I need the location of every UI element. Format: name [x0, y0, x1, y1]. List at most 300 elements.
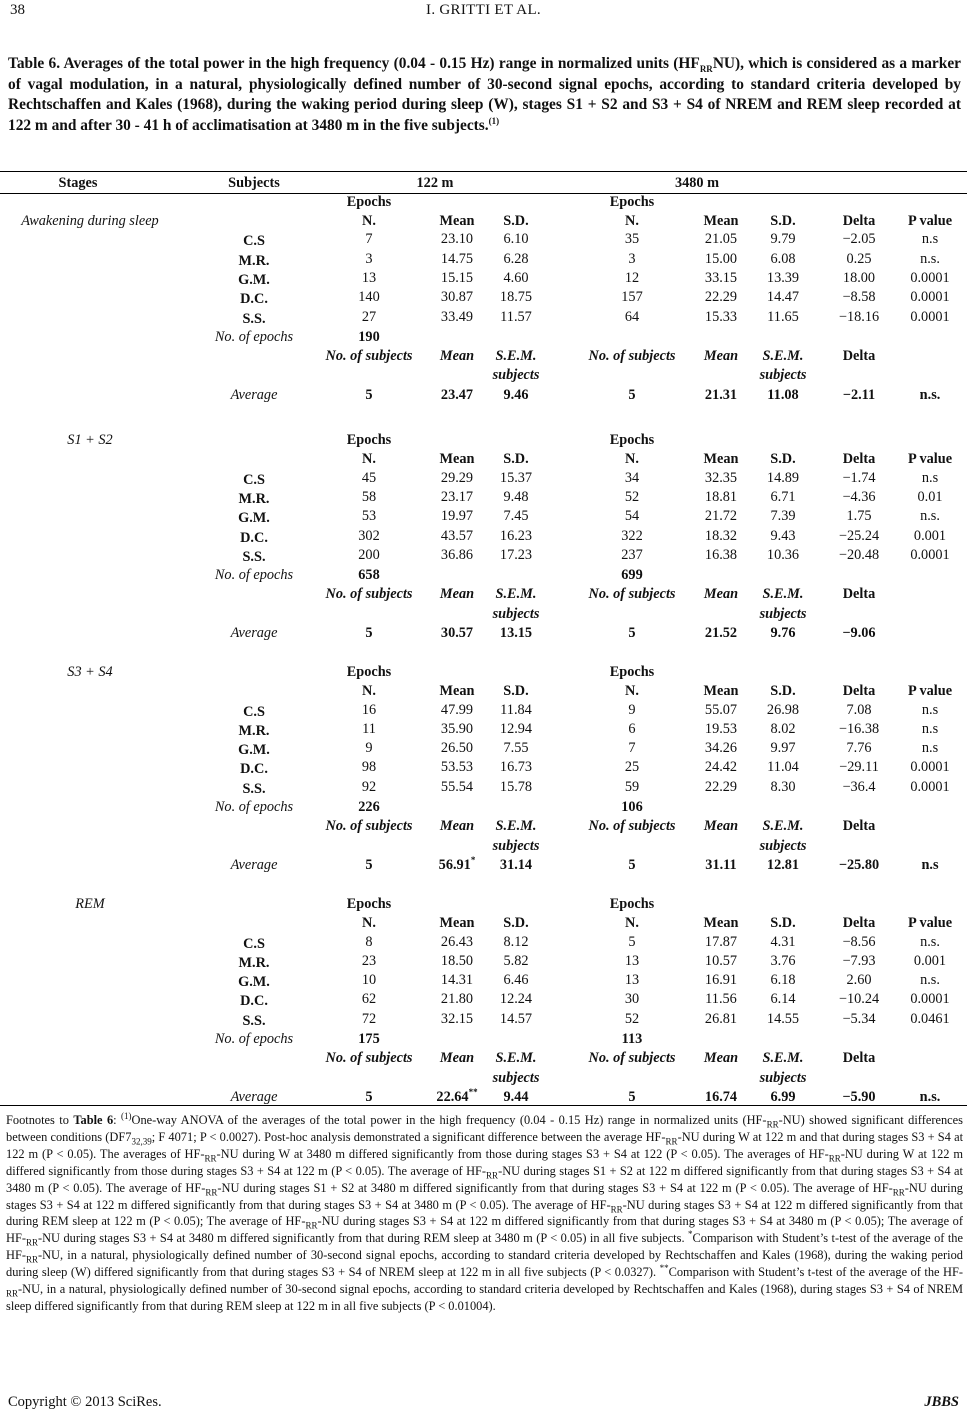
sem-label: S.E.M. [495, 586, 537, 602]
cell-n2: 5 [628, 934, 636, 950]
mean-header: Mean [439, 683, 475, 699]
delta-label: Delta [842, 1050, 876, 1066]
cell-m1: 53.53 [440, 759, 474, 775]
rr-subscript: RR [25, 1237, 38, 1248]
rr-subscript: RR [6, 1288, 19, 1299]
cell-p: n.s. [920, 934, 940, 950]
cell-n1: 27 [361, 309, 377, 325]
sem-subjects-label: subjects [759, 1070, 807, 1086]
pvalue-header: P value [907, 213, 953, 229]
pvalue-header: P value [907, 915, 953, 931]
cell-m2: 26.81 [704, 1011, 738, 1027]
sd-header: S.D. [503, 213, 529, 229]
average-pvalue: n.s. [919, 387, 941, 403]
cell-sd1: 7.55 [503, 740, 529, 756]
cell-m2: 24.42 [704, 759, 738, 775]
mean-header: Mean [703, 915, 739, 931]
cell-m2: 22.29 [704, 289, 738, 305]
running-head: I. GRITTI ET AL. [426, 2, 541, 18]
cell-delta: 2.60 [846, 972, 872, 988]
cell-n2: 52 [624, 489, 640, 505]
average-subjects-122: 5 [365, 387, 373, 403]
mean-label: Mean [439, 818, 475, 834]
subject-label: M.R. [238, 723, 270, 739]
cell-sd1: 12.24 [499, 991, 533, 1007]
cell-n2: 6 [628, 721, 636, 737]
subject-label: D.C. [240, 291, 268, 307]
footnote-text: ; F 4071; P < 0.0027). Post-hoc analysis demonstrated a significant difference between the average HF- [151, 1129, 666, 1144]
cell-sd2: 11.04 [767, 759, 799, 775]
cell-sd1: 9.48 [503, 489, 529, 505]
cell-n1: 7 [365, 231, 373, 247]
cell-n2: 13 [624, 953, 640, 969]
cell-m1: 18.50 [440, 953, 474, 969]
footnote-marker-star: * [688, 1229, 693, 1240]
number-of-epochs-label: No. of epochs [214, 799, 294, 815]
cell-p: 0.0461 [910, 1011, 950, 1027]
cell-delta: 18.00 [842, 270, 876, 286]
average-mean-122: 56.91 [438, 857, 471, 873]
cell-m1: 15.15 [440, 270, 474, 286]
cell-m2: 33.15 [704, 270, 738, 286]
cell-delta: −8.58 [842, 289, 876, 305]
average-subjects-122: 5 [365, 625, 373, 641]
average-label: Average [230, 625, 278, 641]
mean-header: Mean [439, 213, 475, 229]
cell-delta: −4.36 [842, 489, 876, 505]
mean-header: Mean [439, 915, 475, 931]
cell-n2: 35 [624, 231, 640, 247]
cell-n1: 11 [362, 721, 376, 737]
cell-p: 0.0001 [910, 270, 950, 286]
cell-n1: 13 [361, 270, 377, 286]
cell-sd1: 8.12 [503, 934, 529, 950]
average-subjects-3480: 5 [628, 857, 636, 873]
subject-label: D.C. [240, 993, 268, 1009]
cell-sd1: 7.45 [503, 508, 529, 524]
cell-delta: 7.76 [846, 740, 872, 756]
footnote-text: Comparison with Student’s t-test of the average of the HF- [6, 1231, 963, 1263]
cell-n1: 16 [361, 702, 377, 718]
cell-m1: 35.90 [440, 721, 474, 737]
cell-sd2: 14.55 [766, 1011, 800, 1027]
cell-sd1: 15.78 [499, 779, 533, 795]
average-mean-122-wrapper [436, 1089, 477, 1106]
average-mean-122: 22.64 [436, 1089, 469, 1105]
cell-n1: 3 [365, 251, 373, 267]
cell-p: 0.0001 [910, 991, 950, 1007]
footnote-text: -NU during stages S1 + S2 at 122 m differed significantly from that during stages S3 + S4 at 3480 m (P < 0.05). The average of HF- [6, 1163, 963, 1195]
cell-sd1: 17.23 [499, 547, 533, 563]
subject-label: M.R. [238, 955, 270, 971]
average-mean-3480: 21.31 [704, 387, 738, 403]
average-mean-122-wrapper [439, 857, 476, 874]
caption-subscript: RR [699, 64, 713, 75]
cell-n2: 237 [621, 547, 643, 563]
caption-superscript: (1) [488, 115, 500, 126]
cell-p: 0.0001 [910, 779, 950, 795]
cell-n1: 9 [365, 740, 373, 756]
n-header: N. [625, 213, 639, 229]
cell-sd1: 16.73 [499, 759, 533, 775]
cell-m2: 19.53 [704, 721, 738, 737]
mean-header: Mean [439, 451, 475, 467]
caption-text-1: Table 6. Averages of the total power in the high frequency (0.04 - 0.15 Hz) range in normalized units (HF [8, 55, 700, 72]
epochs-total-3480: 113 [621, 1031, 643, 1047]
cell-m2: 10.57 [704, 953, 738, 969]
epochs-label-122: Epochs [346, 896, 392, 912]
header-stages: Stages [58, 175, 98, 191]
rr-subscript: RR [665, 1136, 678, 1147]
cell-p: n.s. [920, 251, 940, 267]
subject-label: S.S. [242, 549, 266, 565]
subject-label: C.S [243, 472, 265, 488]
subject-label: S.S. [242, 1013, 266, 1029]
epochs-total-122: 175 [358, 1031, 380, 1047]
number-of-subjects-label: No. of subjects [588, 818, 676, 834]
cell-m2: 16.38 [704, 547, 738, 563]
cell-p: n.s. [920, 972, 940, 988]
cell-sd1: 15.37 [499, 470, 533, 486]
cell-n2: 52 [624, 1011, 640, 1027]
cell-p: 0.0001 [910, 289, 950, 305]
delta-header: Delta [842, 683, 876, 699]
cell-sd2: 9.79 [770, 231, 796, 247]
cell-sd1: 6.46 [503, 972, 529, 988]
average-delta: −5.90 [842, 1089, 876, 1105]
number-of-subjects-label: No. of subjects [588, 586, 676, 602]
average-delta: −2.11 [842, 387, 876, 403]
sd-header: S.D. [770, 451, 796, 467]
number-of-subjects-label: No. of subjects [325, 586, 413, 602]
cell-m1: 14.31 [440, 972, 474, 988]
rr-subscript: RR [305, 1220, 318, 1231]
number-of-subjects-label: No. of subjects [588, 1050, 676, 1066]
footnote-text: -NU during W at 3480 m differed significantly from those during stages S3 + S4 at 122 (P < 0.05). The averages of HF- [216, 1146, 829, 1161]
cell-delta: −2.05 [842, 231, 876, 247]
epochs-total-122: 226 [358, 799, 380, 815]
cell-n1: 98 [361, 759, 377, 775]
footnote-text: -NU during W at 122 m and that during stages S3 + S4 at 122 m (P < 0.05). The averages of HF- [6, 1129, 964, 1161]
epochs-label-122: Epochs [346, 664, 392, 680]
cell-p: 0.0001 [910, 309, 950, 325]
cell-delta: 0.25 [846, 251, 872, 267]
cell-p: n.s [921, 740, 939, 756]
cell-n2: 322 [621, 528, 643, 544]
cell-m1: 29.29 [440, 470, 474, 486]
cell-m2: 34.26 [704, 740, 738, 756]
significance-marker: * [470, 855, 476, 866]
cell-n2: 30 [624, 991, 640, 1007]
cell-sd2: 9.43 [770, 528, 796, 544]
rr-subscript: RR [828, 1153, 841, 1164]
stage-label: S1 + S2 [67, 432, 113, 448]
average-sem-3480: 9.76 [770, 625, 796, 641]
header-subjects: Subjects [228, 175, 280, 191]
epochs-total-3480: 699 [621, 567, 643, 583]
cell-delta: −8.56 [842, 934, 876, 950]
epochs-total-122: 658 [358, 567, 380, 583]
average-label: Average [230, 387, 278, 403]
cell-sd2: 14.89 [766, 470, 800, 486]
average-sem-122: 9.46 [503, 387, 529, 403]
cell-m1: 23.10 [440, 231, 474, 247]
subject-label: C.S [243, 936, 265, 952]
subject-label: D.C. [240, 761, 268, 777]
cell-n2: 34 [624, 470, 640, 486]
cell-p: n.s [921, 231, 939, 247]
cell-m1: 23.17 [440, 489, 474, 505]
n-header: N. [362, 213, 376, 229]
cell-delta: −10.24 [838, 991, 880, 1007]
cell-m1: 21.80 [440, 991, 474, 1007]
cell-n2: 64 [624, 309, 640, 325]
footnote-text: -NU during stages S3 + S4 at 3480 m differed significantly from that during REM sleep at 3480 m (P < 0.05) in all five subjects. [37, 1231, 688, 1246]
copyright: Copyright © 2013 SciRes. [8, 1394, 162, 1410]
sd-header: S.D. [503, 683, 529, 699]
footnote-text: -NU during stages S1 + S2 at 3480 m differed significantly from that during stages S3 + S4 at 122 m (P < 0.05). The average of HF- [217, 1180, 893, 1195]
delta-label: Delta [842, 348, 876, 364]
number-of-epochs-label: No. of epochs [214, 567, 294, 583]
significance-marker: ** [468, 1087, 478, 1098]
epochs-label-122: Epochs [346, 194, 392, 210]
mean-header: Mean [703, 213, 739, 229]
epochs-total-3480: 106 [621, 799, 643, 815]
caption-text-2: NU), which is considered as a marker of vagal modulation, in a natural, physiologically defined number of 30-second signal epochs, according to standard criteria developed by Rechtschaffen and Kales (1968), during the waking period during sleep (W), stages S1 + S2 and S3 + S4 of NREM and REM sleep recorded at 122 m and after 30 - 41 h of acclimatisation at 3480 m in the five subjects. [8, 55, 961, 134]
cell-sd1: 12.94 [499, 721, 533, 737]
cell-m2: 16.91 [704, 972, 738, 988]
cell-sd2: 8.02 [770, 721, 796, 737]
cell-delta: −25.24 [838, 528, 880, 544]
rr-subscript: RR [486, 1170, 499, 1181]
cell-sd2: 26.98 [766, 702, 800, 718]
average-delta: −9.06 [842, 625, 876, 641]
subject-label: M.R. [238, 253, 270, 269]
average-sem-3480: 6.99 [770, 1089, 796, 1105]
mean-header: Mean [703, 683, 739, 699]
footnote-text: -NU, in a natural, physiologically defined number of 30-second signal epochs, according to standard criteria developed by Rechtschaffen and Kales (1968), during stages S3 + S4 of NREM sleep differed significantly from that during REM sleep at 122 m in all five subjects (P < 0.01004). [6, 1282, 963, 1313]
sem-label: S.E.M. [762, 1050, 804, 1066]
epochs-label-122: Epochs [346, 432, 392, 448]
sd-header: S.D. [503, 915, 529, 931]
sd-header: S.D. [503, 451, 529, 467]
mean-label: Mean [703, 586, 739, 602]
cell-sd1: 18.75 [499, 289, 533, 305]
cell-sd2: 3.76 [770, 953, 796, 969]
cell-delta: −18.16 [838, 309, 880, 325]
cell-p: n.s [921, 721, 939, 737]
subject-label: S.S. [242, 781, 266, 797]
sd-header: S.D. [770, 213, 796, 229]
subject-label: C.S [243, 704, 265, 720]
average-label: Average [230, 857, 278, 873]
cell-delta: −7.93 [842, 953, 876, 969]
cell-delta: 7.08 [846, 702, 872, 718]
average-subjects-3480: 5 [628, 1089, 636, 1105]
subject-label: G.M. [238, 272, 270, 288]
n-header: N. [362, 683, 376, 699]
n-header: N. [625, 915, 639, 931]
average-subjects-3480: 5 [628, 387, 636, 403]
average-label: Average [230, 1089, 278, 1105]
cell-n1: 45 [361, 470, 377, 486]
sem-subjects-label: subjects [759, 838, 807, 854]
cell-m1: 55.54 [440, 779, 474, 795]
cell-m2: 11.56 [705, 991, 737, 1007]
cell-m2: 55.07 [704, 702, 738, 718]
sem-subjects-label: subjects [759, 367, 807, 383]
average-mean-3480: 21.52 [704, 625, 738, 641]
average-sem-122: 9.44 [503, 1089, 529, 1105]
n-header: N. [362, 451, 376, 467]
subject-label: G.M. [238, 510, 270, 526]
sem-label: S.E.M. [495, 1050, 537, 1066]
cell-sd2: 6.14 [770, 991, 796, 1007]
mean-header: Mean [703, 451, 739, 467]
sd-header: S.D. [770, 683, 796, 699]
stage-label: REM [75, 896, 105, 912]
cell-sd1: 16.23 [499, 528, 533, 544]
cell-n2: 25 [624, 759, 640, 775]
cell-delta: −20.48 [838, 547, 880, 563]
pvalue-header: P value [907, 683, 953, 699]
table-footnotes [6, 1112, 963, 1315]
cell-m2: 15.00 [704, 251, 738, 267]
delta-header: Delta [842, 915, 876, 931]
sem-label: S.E.M. [495, 348, 537, 364]
average-sem-122: 31.14 [499, 857, 533, 873]
footnote-text: -NU, in a natural, physiologically defined number of 30-second signal epochs, according to standard criteria developed by Rechtschaffen and Kales (1968), during the waking period during sleep (W) differed significantly from that during stages S3 + S4 of NREM sleep at 122 m in all five subjects (P < 0.0327). [6, 1248, 963, 1280]
footnote-text: Comparison with Student’s t-test of the average of the HF- [668, 1265, 964, 1280]
cell-m1: 32.15 [440, 1011, 474, 1027]
mean-label: Mean [703, 818, 739, 834]
cell-m1: 14.75 [440, 251, 474, 267]
sd-header: S.D. [770, 915, 796, 931]
average-subjects-122: 5 [365, 857, 373, 873]
rr-subscript: RR [204, 1153, 217, 1164]
sem-subjects-label: subjects [759, 606, 807, 622]
cell-n1: 10 [361, 972, 377, 988]
n-header: N. [362, 915, 376, 931]
cell-n1: 8 [365, 934, 373, 950]
mean-label: Mean [703, 1050, 739, 1066]
average-mean-3480: 16.74 [704, 1089, 738, 1105]
footnote-text: -NU during stages S3 + S4 at 122 m differed significantly from that during stages S3 + S4 at 3480 m (P < 0.05). The average of HF- [6, 1180, 963, 1212]
average-mean-122: 30.57 [440, 625, 474, 641]
rr-subscript: RR [766, 1119, 779, 1130]
cell-sd2: 7.39 [770, 508, 796, 524]
cell-p: n.s [921, 702, 939, 718]
cell-m2: 21.05 [704, 231, 738, 247]
sem-label: S.E.M. [762, 818, 804, 834]
cell-sd2: 13.39 [766, 270, 800, 286]
footnote-text: -NU) showed significant differences between conditions (DF7 [6, 1113, 963, 1144]
footnote-text: -NU during stages S3 + S4 at 122 m differed significantly from that during REM sleep at 122 m (P < 0.05); The average of HF- [6, 1197, 964, 1229]
cell-p: 0.0001 [910, 547, 950, 563]
cell-sd1: 14.57 [499, 1011, 533, 1027]
cell-sd1: 6.10 [503, 231, 529, 247]
subject-label: S.S. [242, 311, 266, 327]
sem-label: S.E.M. [762, 586, 804, 602]
cell-sd2: 4.31 [770, 934, 796, 950]
subject-label: D.C. [240, 530, 268, 546]
cell-n1: 302 [358, 528, 380, 544]
epochs-label-3480: Epochs [609, 194, 655, 210]
cell-n1: 140 [358, 289, 380, 305]
cell-n2: 13 [624, 972, 640, 988]
sem-label: S.E.M. [762, 348, 804, 364]
footnote-marker-double-star: ** [659, 1263, 669, 1274]
footnote-table-ref: Table 6 [73, 1113, 114, 1127]
cell-sd1: 6.28 [503, 251, 529, 267]
cell-delta: −1.74 [842, 470, 876, 486]
cell-m2: 18.32 [704, 528, 738, 544]
epochs-total-122: 190 [358, 329, 380, 345]
cell-m1: 30.87 [440, 289, 474, 305]
cell-m1: 43.57 [440, 528, 474, 544]
average-sem-122: 13.15 [499, 625, 533, 641]
mean-label: Mean [703, 348, 739, 364]
header-altitude-122: 122 m [416, 175, 454, 191]
delta-header: Delta [842, 451, 876, 467]
cell-n1: 92 [361, 779, 377, 795]
footnote-text: -NU during W at 122 m differed significantly from those during stages S3 + S4 at 122 m (P < 0.05). The average of HF- [6, 1146, 963, 1178]
cell-sd2: 14.47 [766, 289, 800, 305]
cell-p: 0.0001 [910, 759, 950, 775]
mean-label: Mean [439, 348, 475, 364]
sem-subjects-label: subjects [492, 367, 540, 383]
subject-label: G.M. [238, 974, 270, 990]
cell-m2: 17.87 [704, 934, 738, 950]
delta-label: Delta [842, 818, 876, 834]
pvalue-header: P value [907, 451, 953, 467]
cell-p: 0.001 [913, 953, 947, 969]
stage-label: S3 + S4 [67, 664, 113, 680]
cell-p: 0.001 [913, 528, 947, 544]
footnote-text: One-way ANOVA of the averages of the total power in the high frequency (0.04 - 0.15 Hz) range in normalized units (HF- [131, 1113, 767, 1127]
rr-subscript: RR [892, 1187, 905, 1198]
sem-subjects-label: subjects [492, 1070, 540, 1086]
cell-delta: 1.75 [846, 508, 872, 524]
page-number: 38 [10, 2, 25, 18]
cell-m1: 33.49 [440, 309, 474, 325]
n-header: N. [625, 683, 639, 699]
df-subscript: 32,39 [131, 1136, 152, 1147]
cell-sd2: 11.65 [767, 309, 799, 325]
cell-n1: 200 [358, 547, 380, 563]
cell-n2: 157 [621, 289, 643, 305]
average-sem-3480: 12.81 [766, 857, 800, 873]
number-of-epochs-label: No. of epochs [214, 1031, 294, 1047]
subject-label: M.R. [238, 491, 270, 507]
cell-delta: −16.38 [838, 721, 880, 737]
cell-delta: −29.11 [839, 759, 879, 775]
cell-sd1: 4.60 [503, 270, 529, 286]
cell-delta: −36.4 [842, 779, 876, 795]
epochs-label-3480: Epochs [609, 432, 655, 448]
cell-n2: 9 [628, 702, 636, 718]
cell-n2: 12 [624, 270, 640, 286]
cell-delta: −5.34 [842, 1011, 876, 1027]
cell-n1: 62 [361, 991, 377, 1007]
cell-n1: 58 [361, 489, 377, 505]
cell-p: n.s. [920, 508, 940, 524]
footnote-colon: : [113, 1113, 122, 1127]
cell-m1: 26.50 [440, 740, 474, 756]
cell-sd2: 6.71 [770, 489, 796, 505]
cell-sd2: 10.36 [766, 547, 800, 563]
average-subjects-3480: 5 [628, 625, 636, 641]
